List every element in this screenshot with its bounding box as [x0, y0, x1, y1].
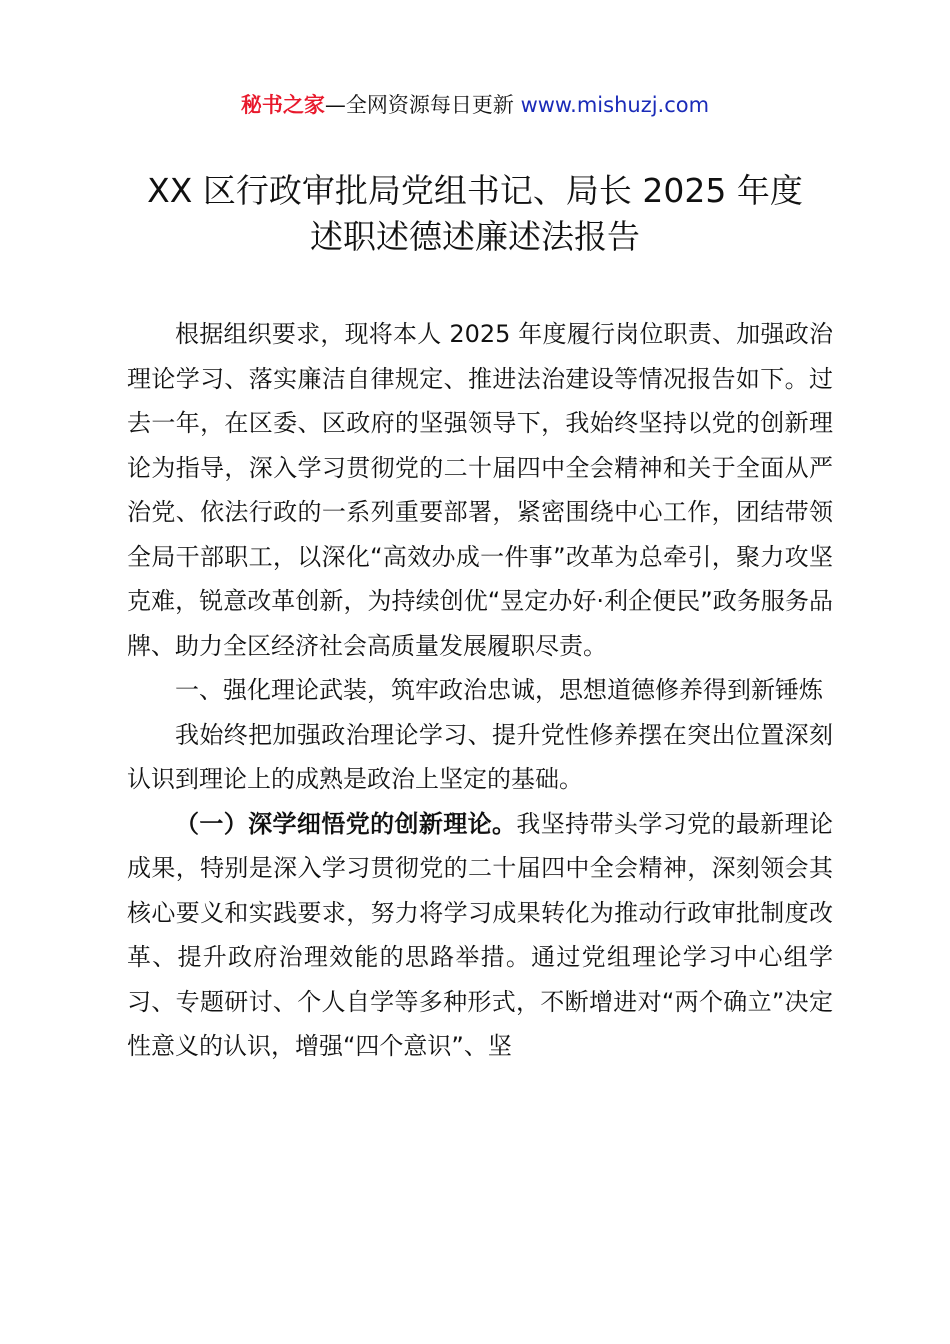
- report-title-line-2: 述职述德述廉述法报告: [310, 217, 640, 256]
- intro-paragraph: 根据组织要求，现将本人 2025 年度履行岗位职责、加强政治理论学习、落实廉洁自律规定、推进法治建设等情况报告如下。过去一年，在区委、区政府的坚强领导下，我始终坚持以党的创新理论为指导，深入学习贯彻党的二十届四中全会精神和关于全面从严治党、依法行政的一系列重要部署，紧密围绕中心工作，团结带领全局干部职工，以深化“高效办成一件事”改革为总牵引，聚力攻坚克难，锐意改革创新，为持续创优“昱定办好·利企便民”政务服务品牌、助力全区经济社会高质量发展履职尽责。: [127, 320, 833, 660]
- site-url-link[interactable]: www.mishuzj.com: [520, 93, 710, 117]
- site-tagline: —全网资源每日更新: [324, 93, 521, 117]
- section-1-heading: 一、强化理论武装，筑牢政治忠诚，思想道德修养得到新锤炼: [175, 676, 823, 704]
- section-1-intro-paragraph: 我始终把加强政治理论学习、提升党性修养摆在突出位置深刻认识到理论上的成熟是政治上坚定的基础。: [127, 720, 833, 793]
- report-title: [60, 168, 890, 260]
- report-body: [127, 312, 833, 1069]
- site-header: [0, 90, 950, 120]
- report-title-line-1: XX 区行政审批局党组书记、局长 2025 年度: [147, 171, 803, 210]
- site-brand: 秘书之家: [240, 93, 325, 117]
- subsection-1-heading: （一）深学细悟党的创新理论。: [175, 809, 517, 838]
- subsection-1-paragraph: [127, 802, 833, 1069]
- subsection-1-text: 我坚持带头学习党的最新理论成果，特别是深入学习贯彻党的二十届四中全会精神，深刻领会其核心要义和实践要求，努力将学习成果转化为推动行政审批制度改革、提升政府治理效能的思路举措。通过党组理论学习中心组学习、专题研讨、个人自学等多种形式，不断增进对“两个确立”决定性意义的认识，增强“四个意识”、坚: [127, 809, 834, 1060]
